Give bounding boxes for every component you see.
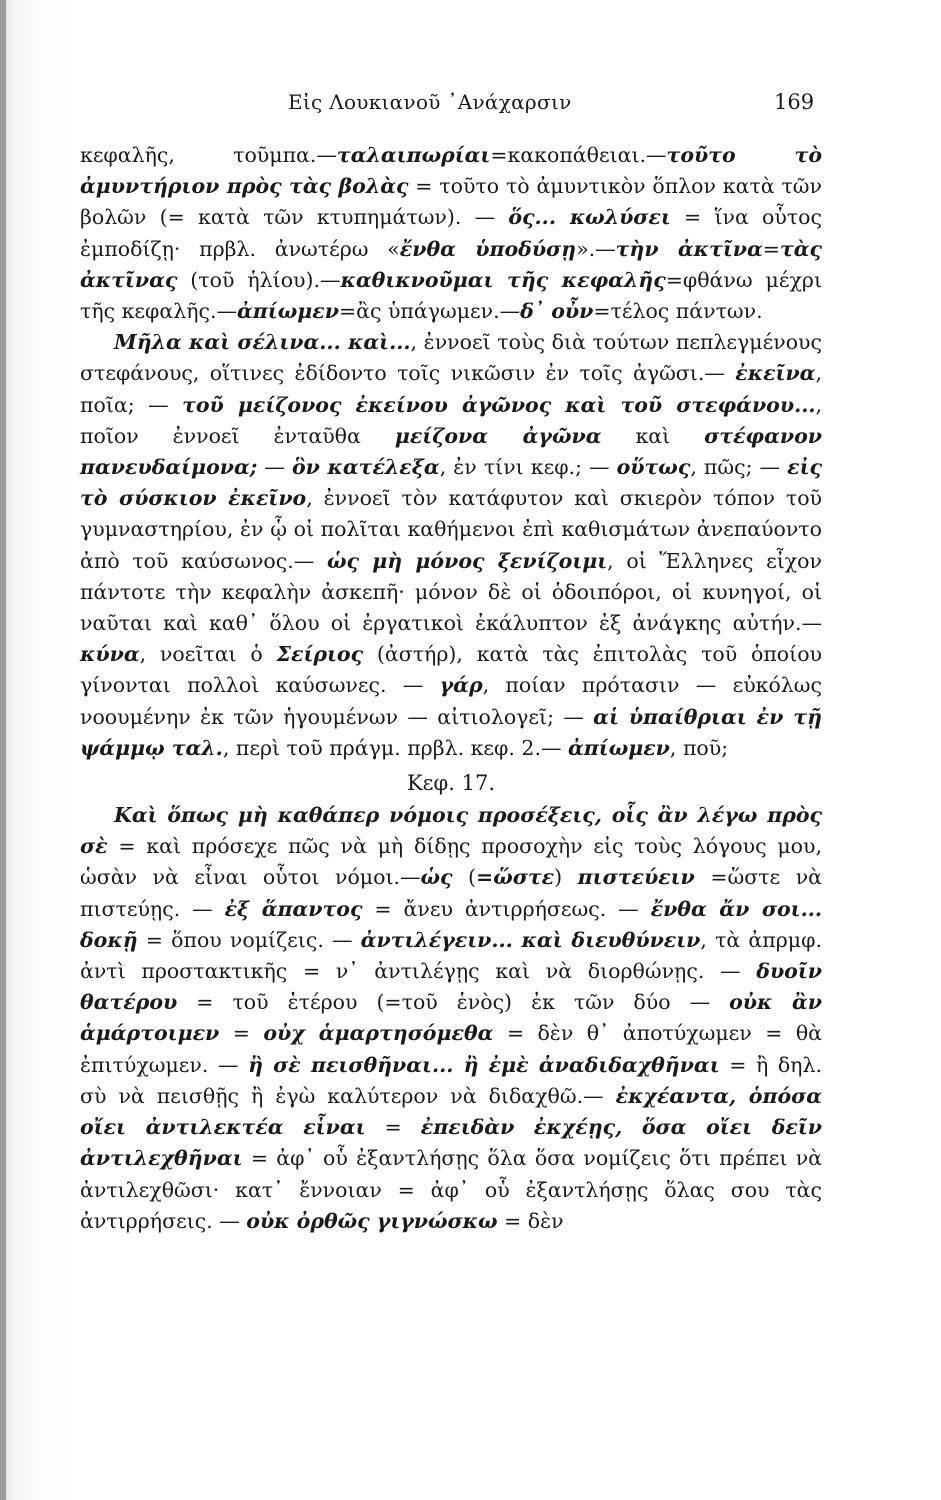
lemma-term: ἐξ ἅπαντος bbox=[224, 896, 363, 921]
lemma-term: ταλαιπωρίαι bbox=[336, 143, 491, 167]
commentary-text: κεφαλῆς, τοῦμπα.— bbox=[80, 143, 337, 167]
commentary-section-ch17 bbox=[80, 800, 822, 1237]
lemma-term: τοῦ μείζονος ἐκείνου ἀγῶνος καὶ τοῦ στεφάνου... bbox=[182, 392, 816, 417]
lemma-term: μείζονα ἀγῶνα bbox=[394, 423, 602, 448]
lemma-term: οὐχ ἁμαρτησόμεθα bbox=[263, 1021, 494, 1046]
lemma-term: ἀπίωμεν bbox=[568, 735, 670, 760]
commentary-text: , ποῦ; bbox=[669, 735, 729, 760]
commentary-text: = καὶ πρόσεχε πῶς νὰ μὴ δίδῃς προσοχὴν εἰς τοὺς λόγους μου, ὡσὰν νὰ εἶναι οὗτοι νόμοι.— bbox=[80, 834, 822, 890]
paragraph bbox=[80, 140, 822, 327]
commentary-text: , ἐν τίνι κεφ.; — bbox=[439, 455, 617, 480]
lemma-term: γάρ bbox=[439, 673, 483, 698]
commentary-text: =ἂς ὑπάγωμεν.— bbox=[338, 299, 521, 324]
page-spine-shadow bbox=[0, 0, 6, 1500]
lemma-term: τὰς ἀκτῖνας bbox=[80, 236, 822, 292]
paragraph bbox=[80, 800, 822, 1237]
lemma-term: ἢ σὲ πεισθῆναι... ἢ ἐμὲ ἀναδιδαχθῆναι bbox=[248, 1052, 720, 1077]
commentary-text: , ποίαν πρότασιν — εὐκόλως νοουμένην ἐκ τῶν ἡγουμένων — αἰτιολογεῖ; — bbox=[80, 673, 823, 729]
commentary-text: , ποῖον ἐννοεῖ ἐνταῦθα bbox=[80, 392, 823, 448]
commentary-text: = ἀφ᾿ οὗ ἐξαντλήσῃς ὅλα ὅσα νομίζεις ὅτι πρέπει νὰ ἀντιλεχθῶσι· κατ᾿ ἔννοιαν = ἀφ᾿ οὗ ἐξαντλήσῃς ὅλας σου τὰς ἀντιρρήσεις. — bbox=[80, 1146, 822, 1233]
commentary-text: , ποῖα; — bbox=[80, 361, 822, 417]
commentary-text: = bbox=[365, 1115, 421, 1140]
commentary-text: = bbox=[762, 236, 780, 261]
lemma-term: ἔνθα ἄν σοι... δοκῇ bbox=[80, 896, 822, 952]
lemma-term: πιστεύειν bbox=[577, 865, 695, 890]
lemma-term: Σείριος bbox=[276, 642, 364, 667]
lemma-term: τοῦτο τὸ ἀμυντήριον πρὸς τὰς βολὰς bbox=[80, 143, 822, 199]
commentary-text: , τὰ ἀπρμφ. ἀντὶ προστακτικῆς = ν᾿ ἀντιλέγῃς καὶ νὰ διορθώνῃς. — bbox=[80, 927, 822, 984]
lemma-term: ἀπίωμεν bbox=[237, 299, 339, 324]
lemma-term: δ᾿ οὖν bbox=[520, 299, 594, 324]
commentary-text: = τοῦ ἑτέρου (=τοῦ ἑνὸς) ἐκ τῶν δύο — bbox=[177, 990, 730, 1015]
lemma-term: αἱ ὑπαίθριαι ἐν τῇ ψάμμῳ ταλ. bbox=[80, 704, 822, 760]
lemma-term: οὕτως bbox=[616, 455, 691, 480]
commentary-text: =φθάνω μέχρι τῆς κεφαλῆς.— bbox=[80, 267, 822, 324]
lemma-term: =ὥστε bbox=[476, 865, 555, 890]
lemma-term: Μῆλα καὶ σέλινα... καὶ... bbox=[114, 330, 411, 355]
commentary-text: , περὶ τοῦ πράγμ. πρβλ. κεφ. 2.— bbox=[222, 735, 568, 760]
commentary-text: = δὲν bbox=[497, 1208, 564, 1233]
lemma-term: ὃν κατέλεξα bbox=[291, 455, 440, 480]
lemma-term: ἐκεῖνα bbox=[735, 361, 816, 386]
lemma-term: καθικνοῦμαι τῆς κεφαλῆς bbox=[340, 267, 666, 292]
commentary-text: ».— bbox=[576, 236, 616, 261]
page-number: 169 bbox=[774, 90, 815, 114]
paragraph bbox=[80, 327, 822, 764]
commentary-text: = ἵνα οὗτος ἐμποδίζῃ· πρβλ. ἀνωτέρω « bbox=[80, 205, 822, 261]
commentary-text: ( bbox=[452, 865, 477, 890]
lemma-term: εἰς τὸ σύσκιον ἐκεῖνο bbox=[80, 455, 822, 511]
commentary-text: = ὅπου νομίζεις. — bbox=[137, 927, 361, 952]
lemma-term: ὅς... κωλύσει bbox=[508, 205, 671, 230]
commentary-text: , πῶς; — bbox=[690, 455, 788, 480]
page-header bbox=[0, 90, 941, 124]
commentary-text: =ὥστε νὰ πιστεύῃς. — bbox=[80, 865, 822, 921]
commentary-text: =τέλος πάντων. bbox=[593, 299, 763, 324]
lemma-term: ὡς μὴ μόνος ξενίζοιμι bbox=[326, 548, 608, 573]
commentary-text: καὶ bbox=[601, 423, 705, 448]
chapter-heading: Κεφ. 17. bbox=[406, 771, 496, 796]
running-title: Εἰς Λουκιανοῦ ᾿Ανάχαρσιν bbox=[288, 90, 572, 114]
commentary-body bbox=[80, 140, 822, 1237]
commentary-section-ch16 bbox=[80, 140, 822, 764]
lemma-term: ἀντιλέγειν... καὶ διευθύνειν bbox=[360, 927, 701, 952]
commentary-text: ) bbox=[554, 865, 578, 890]
commentary-text: , ἐννοεῖ τοὺς διὰ τούτων πεπλεγμένους στεφάνους, οἵτινες ἐδίδοντο τοῖς νικῶσιν ἐν τοῖς ἀγῶσι.— bbox=[80, 330, 822, 386]
commentary-text: , οἱ Ἕλληνες εἶχον πάντοτε τὴν κεφαλὴν ἀσκεπῆ· μόνον δὲ οἱ ὁδοιπόροι, οἱ κυνηγοί, οἱ ναῦται καὶ καθ᾿ ὅλου οἱ ἐργατικοὶ ἐκάλυπτον ἐξ ἀνάγκης αὐτήν.— bbox=[80, 548, 822, 636]
commentary-text: — bbox=[257, 455, 292, 480]
commentary-text: , ἐννοεῖ τὸν κατάφυτον καὶ σκιερὸν τόπον τοῦ γυμναστηρίου, ἐν ᾧ οἱ πολῖται καθήμενοι ἐπὶ καθισμάτων ἀνεπαύοντο ἀπὸ τοῦ καύσωνος.— bbox=[80, 486, 823, 573]
lemma-term: οὐκ ὀρθῶς γιγνώσκω bbox=[246, 1208, 498, 1233]
commentary-text: = τοῦτο τὸ ἀμυντικὸν ὅπλον κατὰ τῶν βολῶν (= κατὰ τῶν κτυπημάτων). — bbox=[80, 174, 822, 230]
lemma-term: ὡς bbox=[420, 865, 453, 890]
lemma-term: ἔνθα ὑποδύσῃ bbox=[399, 236, 577, 261]
lemma-term: Καὶ ὅπως μὴ καθάπερ νόμοις προσέξεις, οἷς ἂν λέγω πρὸς σὲ bbox=[80, 803, 822, 859]
lemma-term: οὐκ ἂν ἁμάρτοιμεν bbox=[80, 990, 822, 1046]
lemma-term: δυοῖν θατέρου bbox=[80, 959, 822, 1015]
commentary-text: = ἢ δηλ. σὺ νὰ πεισθῇς ἢ ἐγὼ καλύτερον νὰ διδαχθῶ.— bbox=[80, 1052, 822, 1108]
lemma-term: ἐκχέαντα, ὁπόσα οἴει ἀντιλεκτέα εἶναι bbox=[80, 1083, 823, 1140]
lemma-term: στέφανον πανευδαίμονα; bbox=[80, 423, 822, 480]
commentary-text: = ἄνευ ἀντιρρήσεως. — bbox=[362, 896, 651, 921]
commentary-text: = bbox=[219, 1021, 264, 1046]
commentary-text: (ἀστήρ), κατὰ τὰς ἐπιτολὰς τοῦ ὁποίου γίνονται πολλοὶ καύσωνες. — bbox=[80, 642, 822, 698]
lemma-term: κύνα bbox=[80, 642, 140, 667]
commentary-text: , νοεῖται ὁ bbox=[139, 642, 277, 667]
lemma-term: ἐπειδὰν ἐκχέῃς, ὅσα οἴει δεῖν ἀντιλεχθῆναι bbox=[80, 1115, 822, 1171]
lemma-term: τὴν ἀκτῖνα bbox=[615, 236, 763, 261]
commentary-text: =κακοπάθειαι.— bbox=[490, 143, 667, 167]
commentary-text: = δὲν θ᾿ ἀποτύχωμεν = θὰ ἐπιτύχωμεν. — bbox=[80, 1021, 823, 1077]
commentary-text: (τοῦ ἡλίου).— bbox=[177, 267, 341, 292]
